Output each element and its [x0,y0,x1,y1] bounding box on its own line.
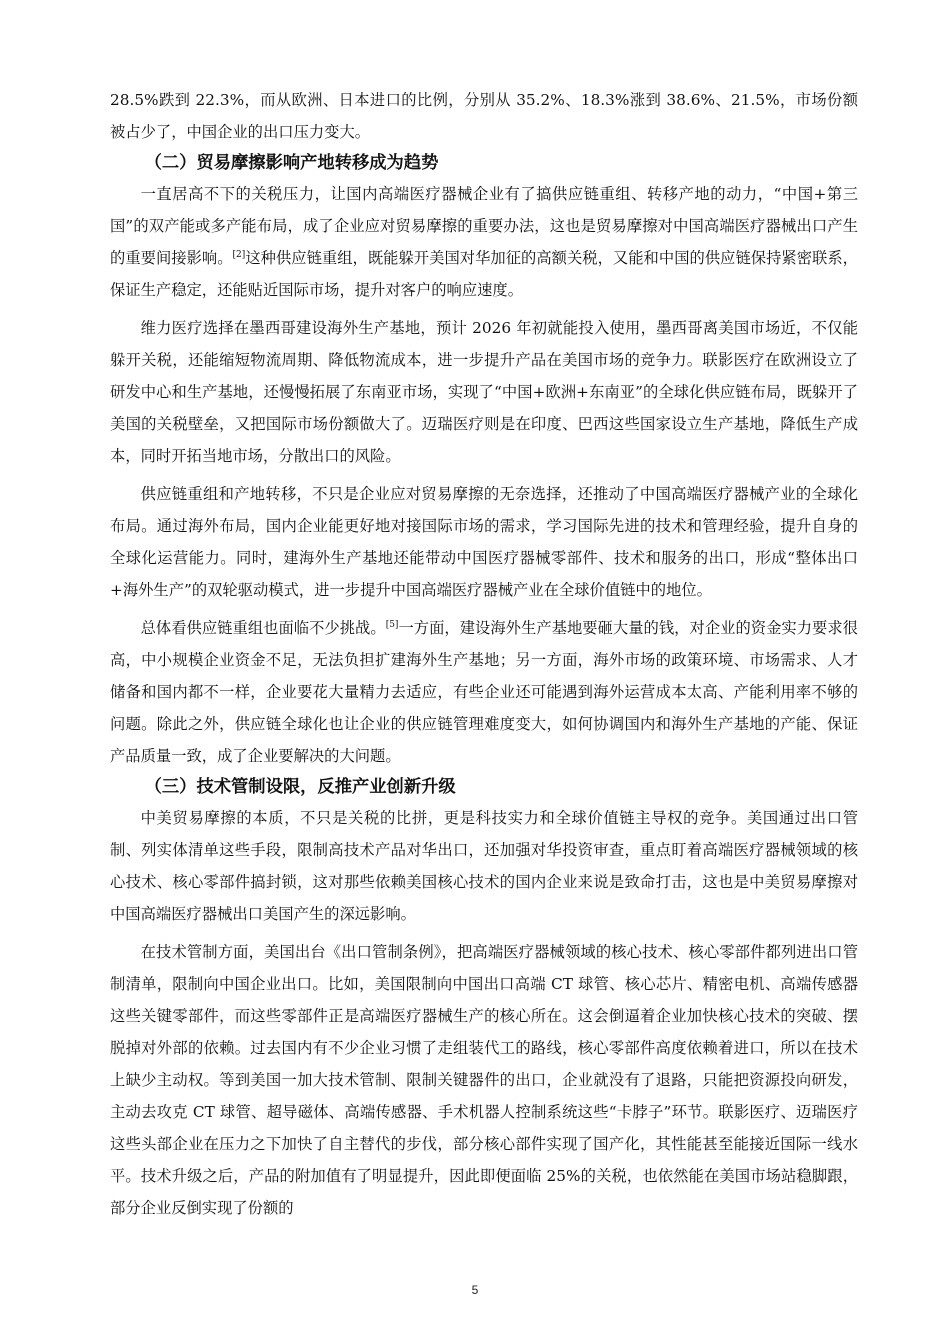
paragraph [110,178,858,306]
paragraph-continuation: 28.5%跌到 22.3%，而从欧洲、日本进口的比例，分别从 35.2%、18.3%涨到 38.6%、21.5%，市场份额被占少了，中国企业的出口压力变大。 [110,91,858,141]
paragraph: 供应链重组和产地转移，不只是企业应对贸易摩擦的无奈选择，还推动了中国高端医疗器械产业的全球化布局。通过海外布局，国内企业能更好地对接国际市场的需求，学习国际先进的技术和管理经验，提升自身的全球化运营能力。同时，建海外生产基地还能带动中国医疗器械零部件、技术和服务的出口，形成“整体出口+海外生产”的双轮驱动模式，进一步提升中国高端医疗器械产业在全球价值链中的地位。 [110,485,858,599]
paragraph-text: 一方面，建设海外生产基地要砸大量的钱，对企业的资金实力要求很高，中小规模企业资金不足，无法负担扩建海外生产基地；另一方面，海外市场的政策环境、市场需求、人才储备和国内都不一样，企业要花大量精力去适应，有些企业还可能遇到海外运营成本太高、产能利用率不够的问题。除此之外，供应链全球化也让企业的供应链管理难度变大，如何协调国内和海外生产基地的产能、保证产品质量一致，成了企业要解决的大问题。 [110,619,858,765]
paragraph-text: 这种供应链重组，既能躲开美国对华加征的高额关税，又能和中国的供应链保持紧密联系，保证生产稳定，还能贴近国际市场，提升对客户的响应速度。 [110,249,858,299]
document-body [110,84,858,1224]
paragraph: 在技术管制方面，美国出台《出口管制条例》，把高端医疗器械领域的核心技术、核心零部件都列进出口管制清单，限制向中国企业出口。比如，美国限制向中国出口高端 CT 球管、核心芯片、精密电机、高端传感器这些关键零部件，而这些零部件正是高端医疗器械生产的核心所在。这会倒逼着企业加快核心技术的突破、摆脱掉对外部的依赖。过去国内有不少企业习惯了走组装代工的路线，核心零部件高度依赖着进口，所以在技术上缺少主动权。等到美国一加大技术管制、限制关键器件的出口，企业就没有了退路，只能把资源投向研发，主动去攻克 CT 球管、超导磁体、高端传感器、手术机器人控制系统这些“卡脖子”环节。联影医疗、迈瑞医疗这些头部企业在压力之下加快了自主替代的步伐，部分核心部件实现了国产化，其性能甚至能接近国际一线水平。技术升级之后，产品的附加值有了明显提升，因此即便面临 25%的关税，也依然能在美国市场站稳脚跟，部分企业反倒实现了份额的 [110,943,858,1217]
paragraph-text: 一直居高不下的关税压力，让国内高端医疗器械企业有了搞供应链重组、转移产地的动力，“中国+第三国”的双产能或多产能布局，成了企业应对贸易摩擦的重要办法，这也是贸易摩擦对中国高端医疗器械出口产生的重要间接影响。 [110,185,858,267]
paragraph: 维力医疗选择在墨西哥建设海外生产基地，预计 2026 年初就能投入使用，墨西哥离美国市场近，不仅能躲开关税，还能缩短物流周期、降低物流成本，进一步提升产品在美国市场的竞争力。联影医疗在欧洲设立了研发中心和生产基地，还慢慢拓展了东南亚市场，实现了“中国+欧洲+东南亚”的全球化供应链布局，既躲开了美国的关税壁垒，又把国际市场份额做大了。迈瑞医疗则是在印度、巴西这些国家设立生产基地，降低生产成本，同时开拓当地市场，分散出口的风险。 [110,319,858,465]
section-heading-2: （二）贸易摩擦影响产地转移成为趋势 [144,153,439,173]
paragraph-text: 总体看供应链重组也面临不少挑战。 [140,619,386,637]
citation-ref[interactable]: [5] [385,619,399,630]
section-heading-3: （三）技术管制设限，反推产业创新升级 [144,777,456,797]
paragraph: 中美贸易摩擦的本质，不只是关税的比拼，更是科技实力和全球价值链主导权的竞争。美国通过出口管制、列实体清单这些手段，限制高技术产品对华出口，还加强对华投资审查，重点盯着高端医疗器械领域的核心技术、核心零部件搞封锁，这对那些依赖美国核心技术的国内企业来说是致命打击，这也是中美贸易摩擦对中国高端医疗器械出口美国产生的深远影响。 [110,809,858,923]
citation-ref[interactable]: [2] [232,249,246,260]
paragraph [110,612,858,772]
page-number: 5 [471,1283,479,1297]
